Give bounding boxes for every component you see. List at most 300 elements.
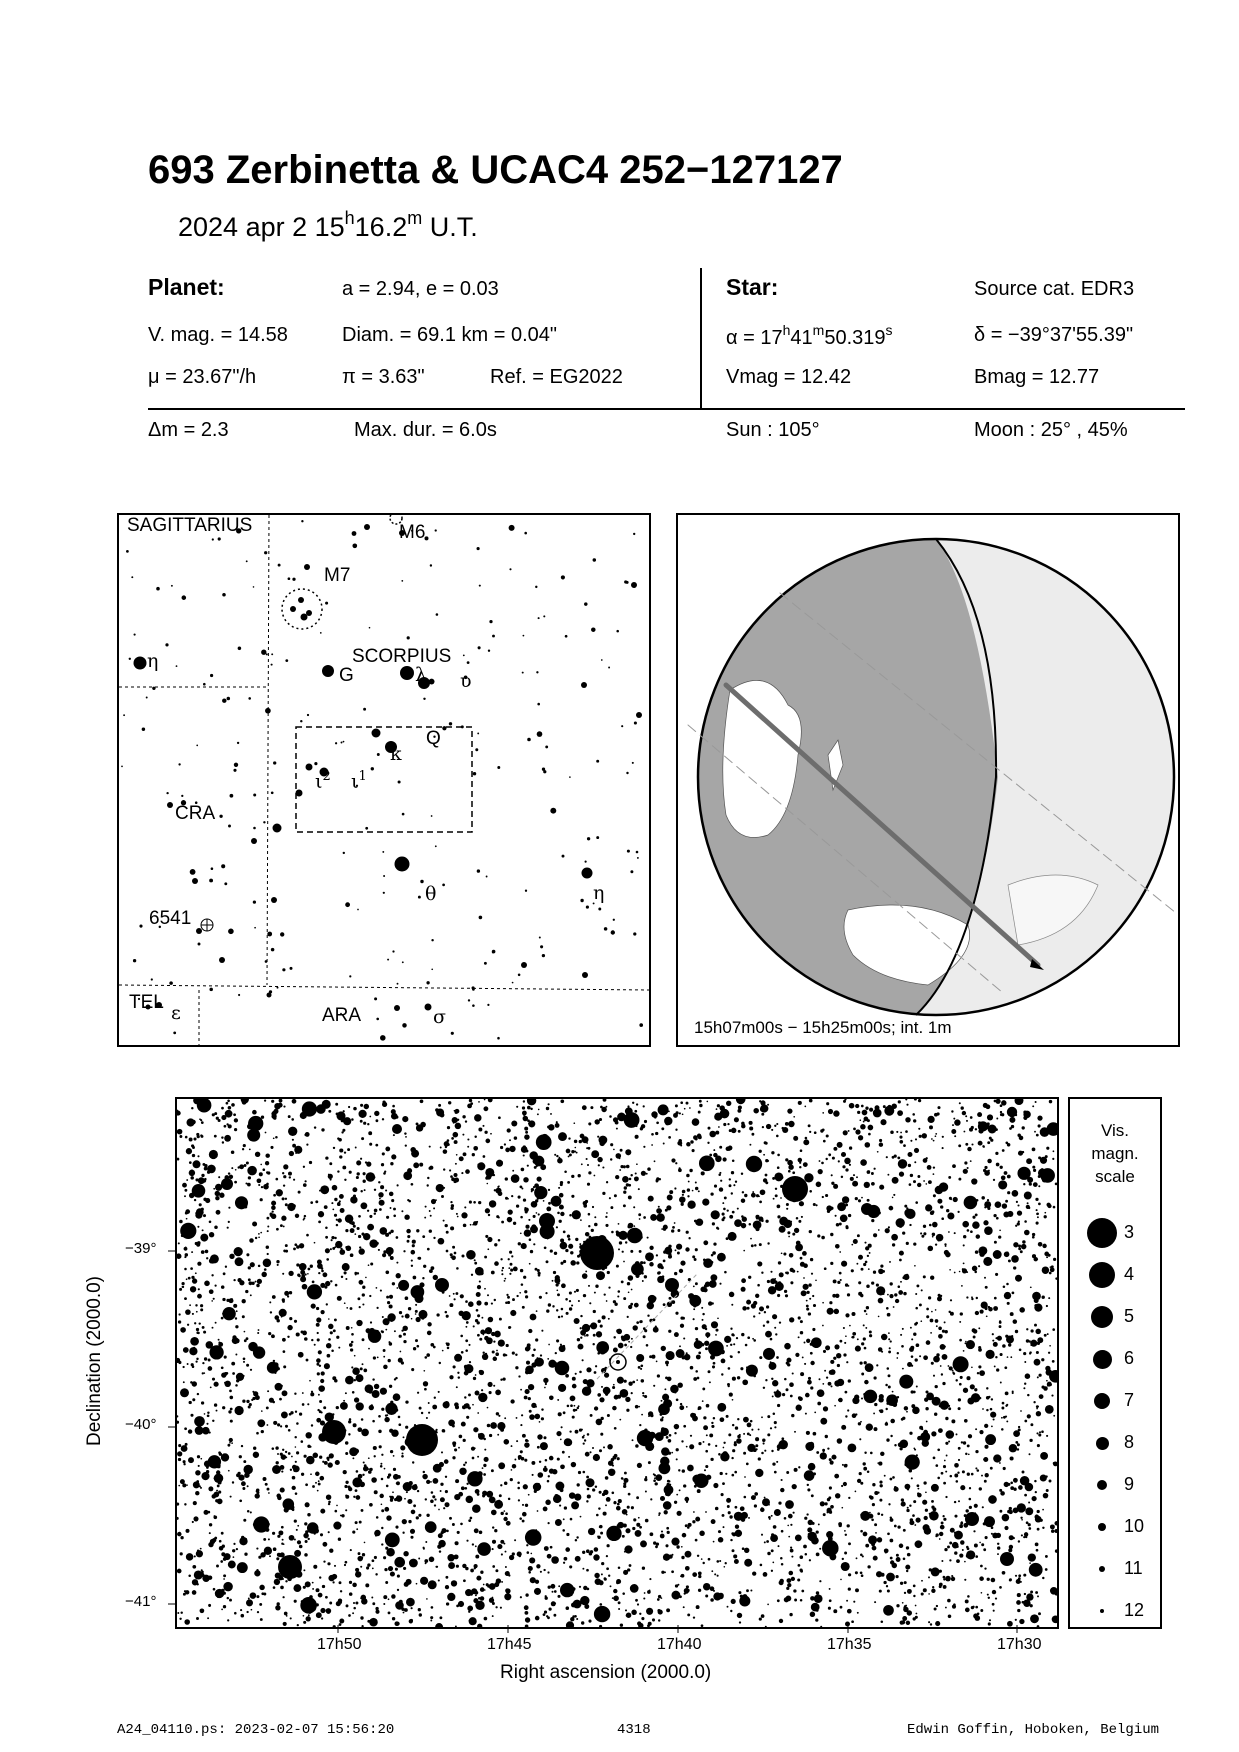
chart-star xyxy=(385,1403,397,1415)
chart-star xyxy=(676,1458,678,1460)
label-tel: TEL xyxy=(129,992,164,1013)
chart-star xyxy=(704,1284,708,1288)
chart-star xyxy=(521,1414,523,1416)
chart-star xyxy=(510,1478,513,1481)
chart-star xyxy=(628,1291,630,1293)
finder-star xyxy=(314,762,317,765)
chart-star xyxy=(499,1318,502,1321)
chart-star xyxy=(995,1273,998,1276)
chart-star xyxy=(193,1347,195,1349)
chart-star xyxy=(189,1401,192,1404)
chart-star xyxy=(445,1224,448,1227)
chart-star xyxy=(404,1214,409,1219)
chart-star xyxy=(610,1206,613,1209)
chart-star xyxy=(711,1519,716,1524)
chart-star xyxy=(318,1480,320,1482)
chart-star xyxy=(769,1366,771,1368)
chart-star xyxy=(331,1236,334,1239)
chart-star xyxy=(755,1469,763,1477)
chart-star xyxy=(1005,1392,1009,1396)
chart-star xyxy=(668,1439,672,1443)
chart-star xyxy=(913,1242,916,1245)
chart-star xyxy=(874,1491,878,1495)
chart-star xyxy=(417,1490,419,1492)
chart-star xyxy=(597,1157,602,1162)
chart-star xyxy=(406,1491,408,1493)
chart-star xyxy=(486,1583,489,1586)
chart-star xyxy=(180,1388,189,1397)
chart-star xyxy=(201,1174,204,1177)
chart-star xyxy=(865,1261,868,1264)
chart-star xyxy=(423,1471,425,1473)
finder-star xyxy=(539,937,541,939)
chart-star xyxy=(686,1142,691,1147)
chart-star xyxy=(808,1520,813,1525)
chart-star xyxy=(386,1296,389,1299)
chart-star xyxy=(207,1412,209,1414)
chart-star xyxy=(362,1286,365,1289)
chart-star xyxy=(690,1140,693,1143)
finder-star xyxy=(134,634,136,636)
chart-star xyxy=(242,1400,245,1403)
chart-star xyxy=(630,1346,632,1348)
chart-star xyxy=(424,1217,426,1219)
chart-star xyxy=(429,1166,433,1170)
chart-star xyxy=(631,1392,633,1394)
chart-star xyxy=(1036,1213,1038,1215)
chart-star xyxy=(552,1591,554,1593)
chart-star xyxy=(937,1296,942,1301)
finder-star xyxy=(198,943,201,946)
chart-star xyxy=(644,1429,647,1432)
finder-star xyxy=(253,827,256,830)
chart-star xyxy=(895,1299,899,1303)
chart-star xyxy=(906,1242,909,1245)
chart-star xyxy=(585,1232,590,1237)
chart-star xyxy=(656,1179,659,1182)
chart-star xyxy=(387,1301,390,1304)
chart-star xyxy=(917,1183,921,1187)
chart-star xyxy=(808,1377,811,1380)
chart-star xyxy=(661,1127,664,1130)
chart-star xyxy=(740,1506,745,1511)
chart-star xyxy=(800,1320,803,1323)
chart-star xyxy=(951,1575,953,1577)
chart-star xyxy=(1017,1222,1020,1225)
chart-star xyxy=(393,1474,399,1480)
chart-star xyxy=(826,1376,828,1378)
chart-star xyxy=(545,1292,547,1294)
chart-star xyxy=(909,1520,914,1525)
chart-star xyxy=(1036,1351,1039,1354)
chart-star xyxy=(580,1315,582,1317)
chart-star xyxy=(529,1410,532,1413)
chart-star xyxy=(880,1265,883,1268)
chart-star xyxy=(489,1434,492,1437)
chart-star xyxy=(870,1496,874,1500)
chart-star xyxy=(953,1197,958,1202)
chart-star xyxy=(741,1333,744,1336)
chart-star xyxy=(598,1507,600,1509)
chart-star xyxy=(858,1281,861,1284)
chart-star xyxy=(495,1569,498,1572)
chart-star xyxy=(991,1526,994,1529)
chart-star xyxy=(403,1612,405,1614)
chart-star xyxy=(264,1099,266,1101)
chart-star xyxy=(625,1149,631,1155)
chart-star xyxy=(475,1594,477,1596)
chart-star xyxy=(837,1438,843,1444)
chart-star xyxy=(576,1261,579,1264)
chart-star xyxy=(564,1171,567,1174)
chart-star xyxy=(892,1197,894,1199)
chart-star xyxy=(801,1290,807,1296)
chart-star xyxy=(376,1287,378,1289)
chart-star xyxy=(761,1452,764,1455)
chart-star xyxy=(890,1131,894,1135)
chart-star xyxy=(349,1447,358,1456)
chart-star xyxy=(192,1565,196,1569)
chart-star xyxy=(847,1409,849,1411)
chart-star xyxy=(259,1172,263,1176)
chart-star xyxy=(1007,1302,1010,1305)
chart-star xyxy=(528,1571,531,1574)
chart-star xyxy=(605,1476,609,1480)
chart-star xyxy=(221,1107,224,1110)
chart-star xyxy=(602,1166,604,1168)
finder-star xyxy=(423,698,425,700)
chart-star xyxy=(765,1379,767,1381)
chart-star xyxy=(720,1472,723,1475)
chart-star xyxy=(933,1140,935,1142)
chart-star xyxy=(247,1124,253,1130)
chart-star xyxy=(887,1367,890,1370)
chart-star xyxy=(466,1540,468,1542)
finder-star xyxy=(165,643,168,646)
chart-star xyxy=(219,1453,222,1456)
chart-star xyxy=(309,1161,312,1164)
chart-star xyxy=(282,1197,285,1200)
chart-star xyxy=(405,1426,408,1429)
chart-star xyxy=(871,1182,875,1186)
chart-star xyxy=(667,1195,673,1201)
chart-star xyxy=(776,1356,779,1359)
chart-star xyxy=(393,1393,401,1401)
chart-star xyxy=(413,1162,419,1168)
chart-star xyxy=(1002,1344,1006,1348)
chart-star xyxy=(277,1264,279,1266)
chart-star xyxy=(470,1569,474,1573)
finder-star xyxy=(525,890,527,892)
chart-star xyxy=(792,1372,794,1374)
chart-star xyxy=(774,1327,776,1329)
chart-star xyxy=(720,1452,729,1461)
chart-star xyxy=(641,1272,643,1274)
chart-star xyxy=(697,1489,701,1493)
chart-star xyxy=(527,1165,529,1167)
chart-star xyxy=(586,1142,588,1144)
chart-star xyxy=(1009,1117,1015,1123)
chart-star xyxy=(705,1332,710,1337)
chart-star xyxy=(558,1187,560,1189)
chart-star xyxy=(219,1350,222,1353)
chart-star xyxy=(1003,1286,1006,1289)
chart-star xyxy=(728,1511,731,1514)
chart-star xyxy=(594,1292,596,1294)
chart-star xyxy=(469,1361,471,1363)
chart-star xyxy=(402,1532,404,1534)
finder-star xyxy=(285,659,288,662)
chart-star xyxy=(275,1178,278,1181)
chart-star xyxy=(573,1600,582,1609)
chart-star xyxy=(288,1452,291,1455)
chart-star xyxy=(528,1566,533,1571)
label-g-sco: G xyxy=(339,665,354,686)
chart-star xyxy=(209,1221,212,1224)
chart-star xyxy=(1038,1203,1041,1206)
chart-star xyxy=(803,1162,808,1167)
chart-star xyxy=(524,1605,529,1610)
chart-star xyxy=(569,1492,576,1499)
chart-star xyxy=(671,1229,674,1232)
chart-star xyxy=(386,1414,388,1416)
chart-star xyxy=(710,1586,715,1591)
chart-star xyxy=(674,1501,677,1504)
chart-star xyxy=(527,1106,531,1110)
finder-star xyxy=(371,767,374,770)
chart-star xyxy=(484,1288,486,1290)
chart-star xyxy=(474,1528,479,1533)
chart-star xyxy=(421,1317,424,1320)
finder-star xyxy=(221,864,225,868)
chart-star xyxy=(413,1276,417,1280)
chart-star xyxy=(315,1472,320,1477)
chart-star xyxy=(829,1588,831,1590)
chart-star xyxy=(988,1306,991,1309)
chart-star xyxy=(461,1254,464,1257)
chart-star xyxy=(566,1149,571,1154)
chart-star xyxy=(661,1346,666,1351)
chart-star xyxy=(271,1205,276,1210)
chart-star xyxy=(518,1242,521,1245)
chart-star xyxy=(781,1479,783,1481)
finder-star xyxy=(325,602,328,605)
chart-star xyxy=(187,1363,189,1365)
chart-star xyxy=(926,1183,928,1185)
chart-star xyxy=(201,1571,204,1574)
chart-star xyxy=(361,1137,364,1140)
chart-star xyxy=(1007,1356,1009,1358)
finder-star xyxy=(173,1032,176,1035)
chart-star xyxy=(993,1342,998,1347)
finder-star xyxy=(543,615,545,617)
chart-star xyxy=(804,1363,806,1365)
chart-star xyxy=(275,1446,278,1449)
chart-star xyxy=(558,1132,567,1141)
chart-star xyxy=(796,1241,801,1246)
chart-star xyxy=(183,1460,186,1463)
chart-star xyxy=(692,1190,694,1192)
chart-star xyxy=(781,1563,784,1566)
chart-star xyxy=(663,1303,666,1306)
chart-star xyxy=(285,1425,288,1428)
magnitude-drop: Δm = 2.3 xyxy=(148,419,229,441)
chart-star xyxy=(464,1396,466,1398)
chart-star xyxy=(658,1514,660,1516)
chart-star xyxy=(239,1280,244,1285)
finder-bright-star xyxy=(631,582,637,588)
chart-star xyxy=(316,1323,320,1327)
chart-star xyxy=(419,1163,423,1167)
chart-star xyxy=(391,1594,395,1598)
chart-star xyxy=(256,1548,258,1550)
chart-star xyxy=(354,1379,356,1381)
chart-star xyxy=(306,1234,309,1237)
chart-star xyxy=(488,1382,493,1387)
chart-star xyxy=(612,1465,614,1467)
chart-star xyxy=(229,1396,233,1400)
chart-star xyxy=(844,1342,846,1344)
chart-star xyxy=(664,1388,666,1390)
chart-star xyxy=(789,1382,794,1387)
chart-star xyxy=(446,1530,449,1533)
chart-star xyxy=(869,1334,872,1337)
chart-star xyxy=(326,1457,329,1460)
chart-star xyxy=(367,1620,370,1623)
label-ara: ARA xyxy=(322,1005,362,1026)
chart-star xyxy=(561,1426,563,1428)
chart-star xyxy=(762,1126,764,1128)
chart-star xyxy=(771,1515,773,1517)
chart-star xyxy=(852,1332,856,1336)
chart-star xyxy=(811,1603,820,1612)
chart-star xyxy=(725,1453,728,1456)
chart-star xyxy=(948,1440,950,1442)
chart-star xyxy=(543,1467,548,1472)
label-m7: M7 xyxy=(324,565,351,586)
chart-star xyxy=(213,1588,216,1591)
chart-star xyxy=(202,1179,206,1183)
chart-star xyxy=(644,1395,647,1398)
chart-star xyxy=(1030,1286,1032,1288)
chart-star xyxy=(726,1498,731,1503)
chart-star xyxy=(842,1464,844,1466)
chart-star xyxy=(505,1512,508,1515)
chart-star xyxy=(383,1365,388,1370)
chart-star xyxy=(963,1441,966,1444)
chart-star xyxy=(810,1352,813,1355)
chart-star xyxy=(720,1417,725,1422)
chart-star xyxy=(808,1463,816,1471)
chart-star xyxy=(889,1347,891,1349)
chart-star xyxy=(897,1156,900,1159)
chart-star xyxy=(703,1416,706,1419)
chart-star xyxy=(514,1459,516,1461)
chart-star xyxy=(699,1104,702,1107)
chart-star xyxy=(958,1407,961,1410)
chart-star xyxy=(856,1176,858,1178)
chart-star xyxy=(228,1106,232,1110)
minute-unit: m xyxy=(407,208,423,228)
finder-star xyxy=(402,961,404,963)
chart-star xyxy=(197,1550,199,1552)
finder-star xyxy=(230,794,234,798)
chart-star xyxy=(543,1569,545,1571)
chart-star xyxy=(505,1177,508,1180)
chart-star xyxy=(1051,1265,1054,1268)
chart-star xyxy=(917,1436,922,1441)
chart-star xyxy=(990,1412,996,1418)
chart-star xyxy=(658,1206,660,1208)
chart-star xyxy=(781,1530,784,1533)
chart-star xyxy=(950,1299,952,1301)
chart-star xyxy=(993,1610,995,1612)
chart-star xyxy=(473,1325,475,1327)
chart-star xyxy=(713,1417,715,1419)
chart-star xyxy=(317,1338,320,1341)
chart-star xyxy=(423,1265,426,1268)
label-sagittarius: SAGITTARIUS xyxy=(127,515,253,536)
chart-star xyxy=(619,1169,621,1171)
finder-star xyxy=(271,948,275,952)
chart-star xyxy=(362,1293,365,1296)
chart-star xyxy=(813,1304,816,1307)
chart-star xyxy=(321,1371,325,1375)
chart-star xyxy=(713,1362,716,1365)
chart-star xyxy=(947,1212,954,1219)
chart-star xyxy=(332,1581,334,1583)
finder-star xyxy=(561,575,565,579)
chart-star xyxy=(325,1596,328,1599)
chart-star xyxy=(1004,1366,1007,1369)
chart-star xyxy=(709,1131,716,1138)
chart-star xyxy=(235,1169,237,1171)
chart-star xyxy=(535,1616,540,1621)
chart-star xyxy=(679,1269,683,1273)
chart-star xyxy=(327,1354,331,1358)
chart-star xyxy=(1037,1216,1039,1218)
chart-star xyxy=(929,1125,933,1129)
chart-star xyxy=(1000,1491,1005,1496)
chart-star xyxy=(963,1262,965,1264)
chart-star xyxy=(614,1427,617,1430)
chart-star xyxy=(738,1130,741,1133)
chart-star xyxy=(451,1256,456,1261)
chart-star xyxy=(261,1186,263,1188)
chart-star xyxy=(710,1261,713,1264)
chart-star xyxy=(730,1328,732,1330)
chart-star xyxy=(658,1210,660,1212)
chart-star xyxy=(832,1294,836,1298)
finder-bright-star xyxy=(425,1004,432,1011)
chart-star xyxy=(980,1609,983,1612)
chart-star xyxy=(457,1372,459,1374)
time-system: U.T. xyxy=(422,212,478,242)
chart-star xyxy=(209,1532,211,1534)
chart-star xyxy=(193,1516,198,1521)
chart-star xyxy=(479,1530,483,1534)
chart-star xyxy=(629,1564,632,1567)
chart-star xyxy=(280,1425,282,1427)
chart-star xyxy=(808,1124,811,1127)
chart-star xyxy=(483,1584,485,1586)
chart-star xyxy=(826,1102,829,1105)
chart-star xyxy=(674,1222,676,1224)
chart-star xyxy=(336,1113,339,1116)
finder-star xyxy=(472,988,475,991)
chart-star xyxy=(191,1107,193,1109)
chart-star xyxy=(1032,1233,1035,1236)
